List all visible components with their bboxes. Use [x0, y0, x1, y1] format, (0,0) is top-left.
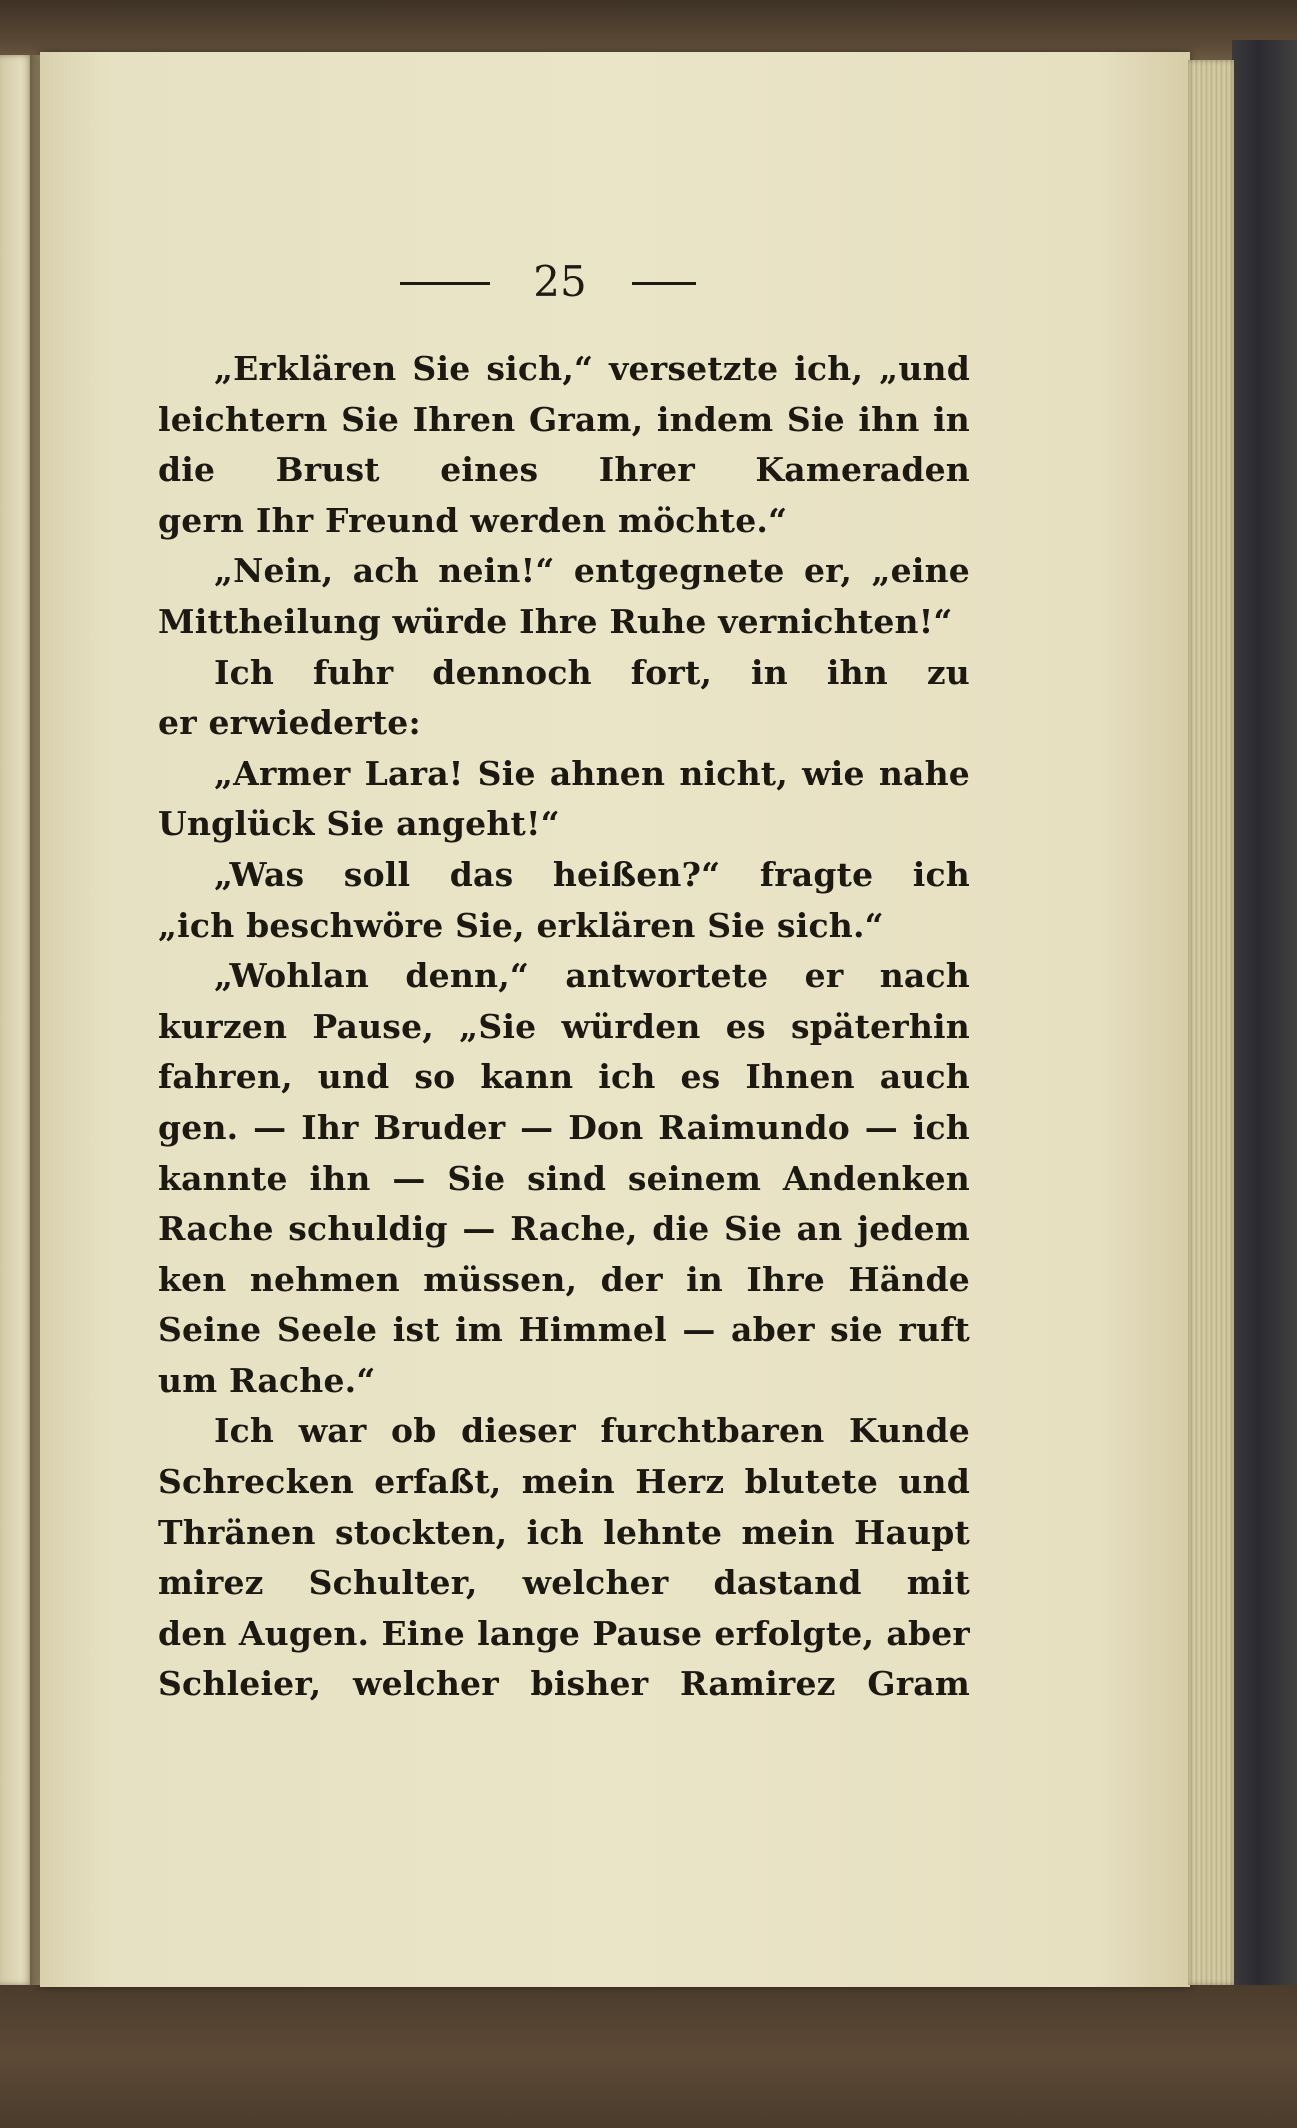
text-line: die Brust eines Ihrer Kameraden — [158, 450, 970, 490]
text-line: leichtern Sie Ihren Gram, indem Sie ihn in — [158, 399, 970, 439]
text-line: ken nehmen müssen, der in Ihre Hände — [158, 1259, 970, 1299]
body-text — [158, 344, 970, 1710]
text-line: Ich fuhr dennoch fort, in ihn zu — [214, 652, 970, 692]
text-line: er erwiederte: — [158, 703, 421, 743]
text-line: fahren, und so kann ich es Ihnen auch — [158, 1057, 970, 1097]
text-line: Unglück Sie angeht!“ — [158, 804, 560, 844]
book-cover-bottom — [0, 1985, 1297, 2128]
text-line: gen. — Ihr Bruder — Don Raimundo — ich — [158, 1107, 970, 1147]
page-number: 25 — [533, 257, 587, 306]
text-line: „Wohlan denn,“ antwortete er nach — [214, 956, 970, 996]
header-dash-right — [632, 282, 696, 285]
text-line: Schleier, welcher bisher Ramirez Gram — [158, 1664, 970, 1704]
running-head — [0, 258, 1297, 308]
text-line: Rache schuldig — Rache, die Sie an jedem — [158, 1209, 970, 1249]
text-line: gern Ihr Freund werden möchte.“ — [158, 500, 788, 540]
text-line: „Nein, ach nein!“ entgegnete er, „eine — [214, 551, 970, 591]
page-stack-edge — [1188, 60, 1234, 1985]
text-line: „Armer Lara! Sie ahnen nicht, wie nahe — [214, 753, 970, 793]
text-line: mirez Schulter, welcher dastand mit — [158, 1563, 970, 1603]
text-line: Schrecken erfaßt, mein Herz blutete und — [158, 1462, 970, 1502]
text-line: Mittheilung würde Ihre Ruhe vernichten!“ — [158, 601, 953, 641]
facing-page-edge — [0, 55, 34, 1985]
text-line: Seine Seele ist im Himmel — aber sie ruft — [158, 1310, 970, 1350]
book-cover-right — [1232, 40, 1297, 2128]
text-line: kurzen Pause, „Sie würden es späterhin — [158, 1006, 970, 1046]
text-line: „Erklären Sie sich,“ versetzte ich, „und — [214, 349, 970, 388]
header-dash-left — [400, 282, 490, 285]
text-line: Ich war ob dieser furchtbaren Kunde — [214, 1411, 970, 1451]
text-line: um Rache.“ — [158, 1360, 376, 1400]
text-line: den Augen. Eine lange Pause erfolgte, aber — [158, 1613, 970, 1653]
text-line: kannte ihn — Sie sind seinem Andenken — [158, 1158, 970, 1198]
text-line: „Was soll das heißen?“ fragte ich — [214, 854, 970, 894]
text-line: Thränen stockten, ich lehnte mein Haupt — [158, 1512, 970, 1552]
text-line: „ich beschwöre Sie, erklären Sie sich.“ — [158, 905, 884, 945]
